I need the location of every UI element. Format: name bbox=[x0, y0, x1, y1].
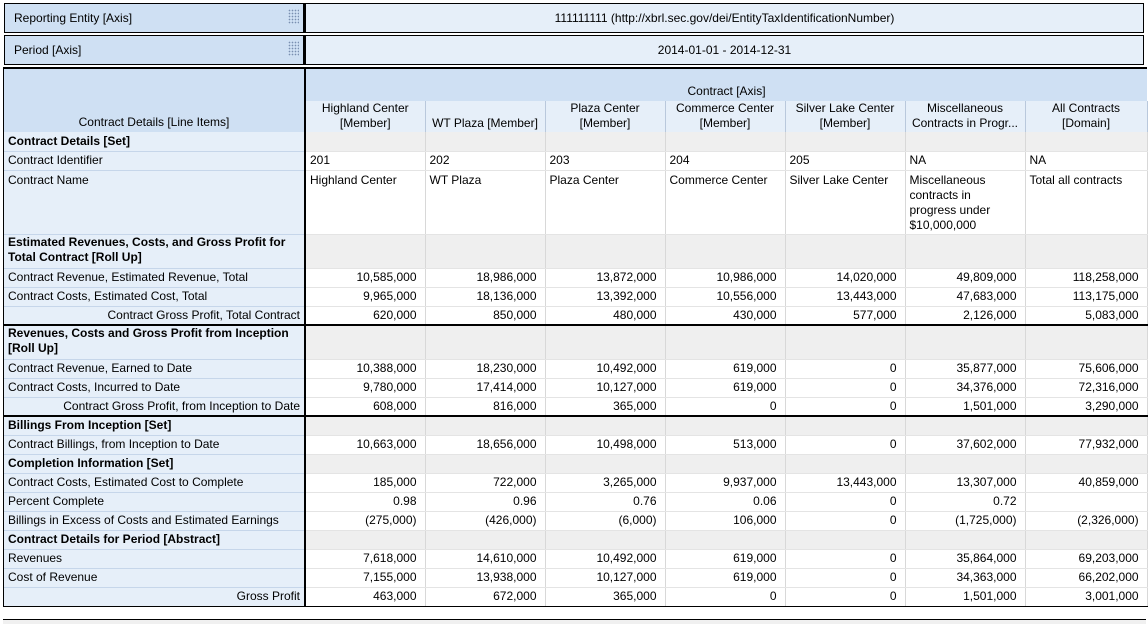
period-axis-text: Period [Axis] bbox=[14, 43, 82, 57]
table-cell: 13,392,000 bbox=[545, 287, 665, 306]
table-cell: 202 bbox=[425, 151, 545, 170]
row-label: Contract Details [Set] bbox=[4, 132, 305, 151]
line-items-header: Contract Details [Line Items] bbox=[4, 69, 305, 132]
table-row bbox=[4, 568, 1147, 587]
table-cell bbox=[425, 234, 545, 268]
row-label: Contract Identifier bbox=[4, 151, 305, 170]
row-label: Contract Revenue, Estimated Revenue, Total bbox=[4, 268, 305, 287]
table-cell: 69,203,000 bbox=[1025, 549, 1147, 568]
table-cell: (275,000) bbox=[305, 511, 425, 530]
table-cell bbox=[425, 454, 545, 473]
table-cell: 10,492,000 bbox=[545, 549, 665, 568]
table-cell bbox=[545, 234, 665, 268]
table-cell bbox=[305, 416, 425, 435]
table-cell: 18,986,000 bbox=[425, 268, 545, 287]
grid-body bbox=[4, 132, 1147, 606]
row-label: Contract Costs, Estimated Cost, Total bbox=[4, 287, 305, 306]
table-cell bbox=[665, 454, 785, 473]
table-cell: 7,155,000 bbox=[305, 568, 425, 587]
table-cell: Miscellaneous contracts in progress under $10,000,000 bbox=[905, 170, 1025, 234]
table-cell bbox=[905, 325, 1025, 359]
table-cell bbox=[545, 416, 665, 435]
table-cell bbox=[785, 325, 905, 359]
table-cell: 3,265,000 bbox=[545, 473, 665, 492]
table-cell bbox=[305, 454, 425, 473]
table-cell: 0 bbox=[785, 378, 905, 397]
table-cell: 13,938,000 bbox=[425, 568, 545, 587]
table-cell bbox=[545, 454, 665, 473]
table-cell: 619,000 bbox=[665, 568, 785, 587]
table-cell bbox=[545, 530, 665, 549]
table-cell: 205 bbox=[785, 151, 905, 170]
drag-grip-icon[interactable] bbox=[288, 41, 299, 56]
table-cell: 620,000 bbox=[305, 306, 425, 325]
table-cell: 49,809,000 bbox=[905, 268, 1025, 287]
table-cell bbox=[905, 234, 1025, 268]
table-cell bbox=[665, 530, 785, 549]
column-header-member[interactable]: Commerce Center [Member] bbox=[665, 101, 785, 132]
table-cell: NA bbox=[905, 151, 1025, 170]
table-row bbox=[4, 511, 1147, 530]
table-cell: 34,363,000 bbox=[905, 568, 1025, 587]
table-cell bbox=[1025, 234, 1147, 268]
table-cell bbox=[1025, 416, 1147, 435]
table-row bbox=[4, 397, 1147, 416]
table-cell: Silver Lake Center bbox=[785, 170, 905, 234]
table-cell bbox=[425, 132, 545, 151]
table-cell: (2,326,000) bbox=[1025, 511, 1147, 530]
table-cell: 13,307,000 bbox=[905, 473, 1025, 492]
table-row bbox=[4, 268, 1147, 287]
table-cell: 106,000 bbox=[665, 511, 785, 530]
row-label: Revenues bbox=[4, 549, 305, 568]
table-cell: Highland Center bbox=[305, 170, 425, 234]
row-label: Billings From Inception [Set] bbox=[4, 416, 305, 435]
table-cell: 480,000 bbox=[545, 306, 665, 325]
reporting-entity-axis-label[interactable] bbox=[4, 3, 304, 33]
table-cell: 201 bbox=[305, 151, 425, 170]
column-header-member[interactable]: Highland Center [Member] bbox=[305, 101, 425, 132]
table-cell: 2,126,000 bbox=[905, 306, 1025, 325]
row-label: Revenues, Costs and Gross Profit from Inception [Roll Up] bbox=[4, 325, 305, 359]
table-cell: 113,175,000 bbox=[1025, 287, 1147, 306]
table-cell: 1,501,000 bbox=[905, 587, 1025, 606]
table-cell: 10,986,000 bbox=[665, 268, 785, 287]
row-label: Cost of Revenue bbox=[4, 568, 305, 587]
table-cell: 47,683,000 bbox=[905, 287, 1025, 306]
table-cell: 365,000 bbox=[545, 587, 665, 606]
row-label: Contract Revenue, Earned to Date bbox=[4, 359, 305, 378]
column-header-member[interactable]: Miscellaneous Contracts in Progr... bbox=[905, 101, 1025, 132]
table-cell: 9,937,000 bbox=[665, 473, 785, 492]
table-cell: 0 bbox=[785, 435, 905, 454]
table-row bbox=[4, 435, 1147, 454]
table-cell: 0.96 bbox=[425, 492, 545, 511]
table-cell: 0.06 bbox=[665, 492, 785, 511]
table-cell: 10,663,000 bbox=[305, 435, 425, 454]
table-cell: 0.98 bbox=[305, 492, 425, 511]
table-cell: 18,230,000 bbox=[425, 359, 545, 378]
table-cell: 3,290,000 bbox=[1025, 397, 1147, 416]
table-cell: 34,376,000 bbox=[905, 378, 1025, 397]
table-cell: Total all contracts bbox=[1025, 170, 1147, 234]
table-cell bbox=[545, 325, 665, 359]
table-cell bbox=[305, 325, 425, 359]
table-row bbox=[4, 132, 1147, 151]
table-cell bbox=[1025, 530, 1147, 549]
table-cell bbox=[1025, 325, 1147, 359]
table-cell: 0 bbox=[785, 359, 905, 378]
table-cell: 10,388,000 bbox=[305, 359, 425, 378]
table-cell bbox=[665, 325, 785, 359]
table-cell bbox=[905, 416, 1025, 435]
table-cell: 118,258,000 bbox=[1025, 268, 1147, 287]
table-row bbox=[4, 473, 1147, 492]
table-row bbox=[4, 359, 1147, 378]
table-cell: 430,000 bbox=[665, 306, 785, 325]
table-cell: 608,000 bbox=[305, 397, 425, 416]
row-label: Gross Profit bbox=[4, 587, 305, 606]
contract-details-grid bbox=[3, 67, 1147, 607]
row-label: Completion Information [Set] bbox=[4, 454, 305, 473]
table-cell: Plaza Center bbox=[545, 170, 665, 234]
table-cell: 619,000 bbox=[665, 549, 785, 568]
table-cell: 13,443,000 bbox=[785, 287, 905, 306]
table-cell bbox=[785, 132, 905, 151]
table-cell: 14,020,000 bbox=[785, 268, 905, 287]
table-cell bbox=[785, 416, 905, 435]
table-cell: 40,859,000 bbox=[1025, 473, 1147, 492]
table-cell: 0.76 bbox=[545, 492, 665, 511]
table-cell: 722,000 bbox=[425, 473, 545, 492]
table-cell bbox=[665, 234, 785, 268]
table-cell: Commerce Center bbox=[665, 170, 785, 234]
table-cell: 10,498,000 bbox=[545, 435, 665, 454]
table-cell: 9,965,000 bbox=[305, 287, 425, 306]
row-label: Contract Gross Profit, Total Contract bbox=[4, 306, 305, 325]
table-row bbox=[4, 530, 1147, 549]
table-cell: 14,610,000 bbox=[425, 549, 545, 568]
table-row bbox=[4, 454, 1147, 473]
row-label: Contract Name bbox=[4, 170, 305, 234]
table-cell: 672,000 bbox=[425, 587, 545, 606]
column-header-member[interactable]: WT Plaza [Member] bbox=[425, 101, 545, 132]
row-label: Contract Costs, Incurred to Date bbox=[4, 378, 305, 397]
table-cell bbox=[665, 132, 785, 151]
table-cell bbox=[545, 132, 665, 151]
table-cell: 204 bbox=[665, 151, 785, 170]
row-label: Contract Details for Period [Abstract] bbox=[4, 530, 305, 549]
table-cell: 203 bbox=[545, 151, 665, 170]
table-cell bbox=[785, 530, 905, 549]
table-cell: WT Plaza bbox=[425, 170, 545, 234]
table-cell bbox=[425, 530, 545, 549]
column-header-member[interactable]: All Contracts [Domain] bbox=[1025, 101, 1147, 132]
table-cell: 7,618,000 bbox=[305, 549, 425, 568]
table-cell: 3,001,000 bbox=[1025, 587, 1147, 606]
table-cell: 513,000 bbox=[665, 435, 785, 454]
table-cell: 0 bbox=[785, 397, 905, 416]
table-cell: 77,932,000 bbox=[1025, 435, 1147, 454]
table-cell: (1,725,000) bbox=[905, 511, 1025, 530]
reporting-entity-axis-value: 111111111 (http://xbrl.sec.gov/dei/EntityTaxIdentificationNumber) bbox=[304, 3, 1144, 33]
table-cell: 75,606,000 bbox=[1025, 359, 1147, 378]
table-cell: 37,602,000 bbox=[905, 435, 1025, 454]
table-row bbox=[4, 587, 1147, 606]
table-cell: 35,877,000 bbox=[905, 359, 1025, 378]
table-cell: 850,000 bbox=[425, 306, 545, 325]
table-cell: 0.72 bbox=[905, 492, 1025, 511]
table-cell: 9,780,000 bbox=[305, 378, 425, 397]
column-header-member[interactable]: Silver Lake Center [Member] bbox=[785, 101, 905, 132]
column-header-member[interactable]: Plaza Center [Member] bbox=[545, 101, 665, 132]
row-label: Contract Gross Profit, from Inception to Date bbox=[4, 397, 305, 416]
table-row bbox=[4, 416, 1147, 435]
table-row bbox=[4, 378, 1147, 397]
table-cell bbox=[1025, 132, 1147, 151]
row-label: Contract Costs, Estimated Cost to Complete bbox=[4, 473, 305, 492]
contract-axis-header: Contract [Axis] bbox=[305, 69, 1147, 101]
table-cell: 72,316,000 bbox=[1025, 378, 1147, 397]
table-cell: 619,000 bbox=[665, 378, 785, 397]
table-cell: 35,864,000 bbox=[905, 549, 1025, 568]
table-cell: 5,083,000 bbox=[1025, 306, 1147, 325]
table-cell bbox=[1025, 492, 1147, 511]
period-axis-value: 2014-01-01 - 2014-12-31 bbox=[304, 35, 1144, 65]
table-cell: 66,202,000 bbox=[1025, 568, 1147, 587]
data-table bbox=[4, 69, 1148, 607]
table-cell bbox=[425, 325, 545, 359]
table-cell: (6,000) bbox=[545, 511, 665, 530]
table-cell: 577,000 bbox=[785, 306, 905, 325]
table-cell: 10,127,000 bbox=[545, 568, 665, 587]
table-cell: 619,000 bbox=[665, 359, 785, 378]
table-cell: 463,000 bbox=[305, 587, 425, 606]
table-cell: 10,585,000 bbox=[305, 268, 425, 287]
table-cell: 185,000 bbox=[305, 473, 425, 492]
table-cell: 0 bbox=[785, 511, 905, 530]
table-row bbox=[4, 170, 1147, 234]
row-label: Contract Billings, from Inception to Date bbox=[4, 435, 305, 454]
table-cell: 365,000 bbox=[545, 397, 665, 416]
table-cell bbox=[905, 132, 1025, 151]
table-row bbox=[4, 325, 1147, 359]
table-cell bbox=[425, 416, 545, 435]
table-cell: 0 bbox=[665, 587, 785, 606]
table-cell bbox=[665, 416, 785, 435]
table-cell bbox=[305, 530, 425, 549]
table-cell bbox=[785, 454, 905, 473]
horizontal-scrollbar[interactable] bbox=[3, 619, 1146, 624]
table-cell: 18,136,000 bbox=[425, 287, 545, 306]
table-cell bbox=[905, 454, 1025, 473]
table-cell: 1,501,000 bbox=[905, 397, 1025, 416]
table-cell: 18,656,000 bbox=[425, 435, 545, 454]
table-cell bbox=[905, 530, 1025, 549]
table-cell: 0 bbox=[785, 568, 905, 587]
table-cell: 13,443,000 bbox=[785, 473, 905, 492]
row-label: Percent Complete bbox=[4, 492, 305, 511]
table-cell: NA bbox=[1025, 151, 1147, 170]
table-row bbox=[4, 287, 1147, 306]
table-cell: 10,556,000 bbox=[665, 287, 785, 306]
table-cell: 10,127,000 bbox=[545, 378, 665, 397]
reporting-entity-axis-text: Reporting Entity [Axis] bbox=[14, 11, 133, 25]
period-axis-label[interactable] bbox=[4, 35, 304, 65]
table-cell: 17,414,000 bbox=[425, 378, 545, 397]
table-row bbox=[4, 492, 1147, 511]
row-label: Estimated Revenues, Costs, and Gross Profit for Total Contract [Roll Up] bbox=[4, 234, 305, 268]
table-cell bbox=[305, 132, 425, 151]
row-label: Billings in Excess of Costs and Estimated Earnings bbox=[4, 511, 305, 530]
table-cell: 13,872,000 bbox=[545, 268, 665, 287]
table-cell bbox=[1025, 454, 1147, 473]
table-cell: 0 bbox=[665, 397, 785, 416]
table-row bbox=[4, 549, 1147, 568]
table-cell: 0 bbox=[785, 492, 905, 511]
table-cell bbox=[785, 234, 905, 268]
table-cell: (426,000) bbox=[425, 511, 545, 530]
table-cell: 0 bbox=[785, 549, 905, 568]
table-cell: 0 bbox=[785, 587, 905, 606]
table-row bbox=[4, 151, 1147, 170]
table-cell: 816,000 bbox=[425, 397, 545, 416]
table-cell bbox=[305, 234, 425, 268]
table-row bbox=[4, 234, 1147, 268]
table-cell: 10,492,000 bbox=[545, 359, 665, 378]
table-row bbox=[4, 306, 1147, 325]
drag-grip-icon[interactable] bbox=[288, 9, 299, 24]
